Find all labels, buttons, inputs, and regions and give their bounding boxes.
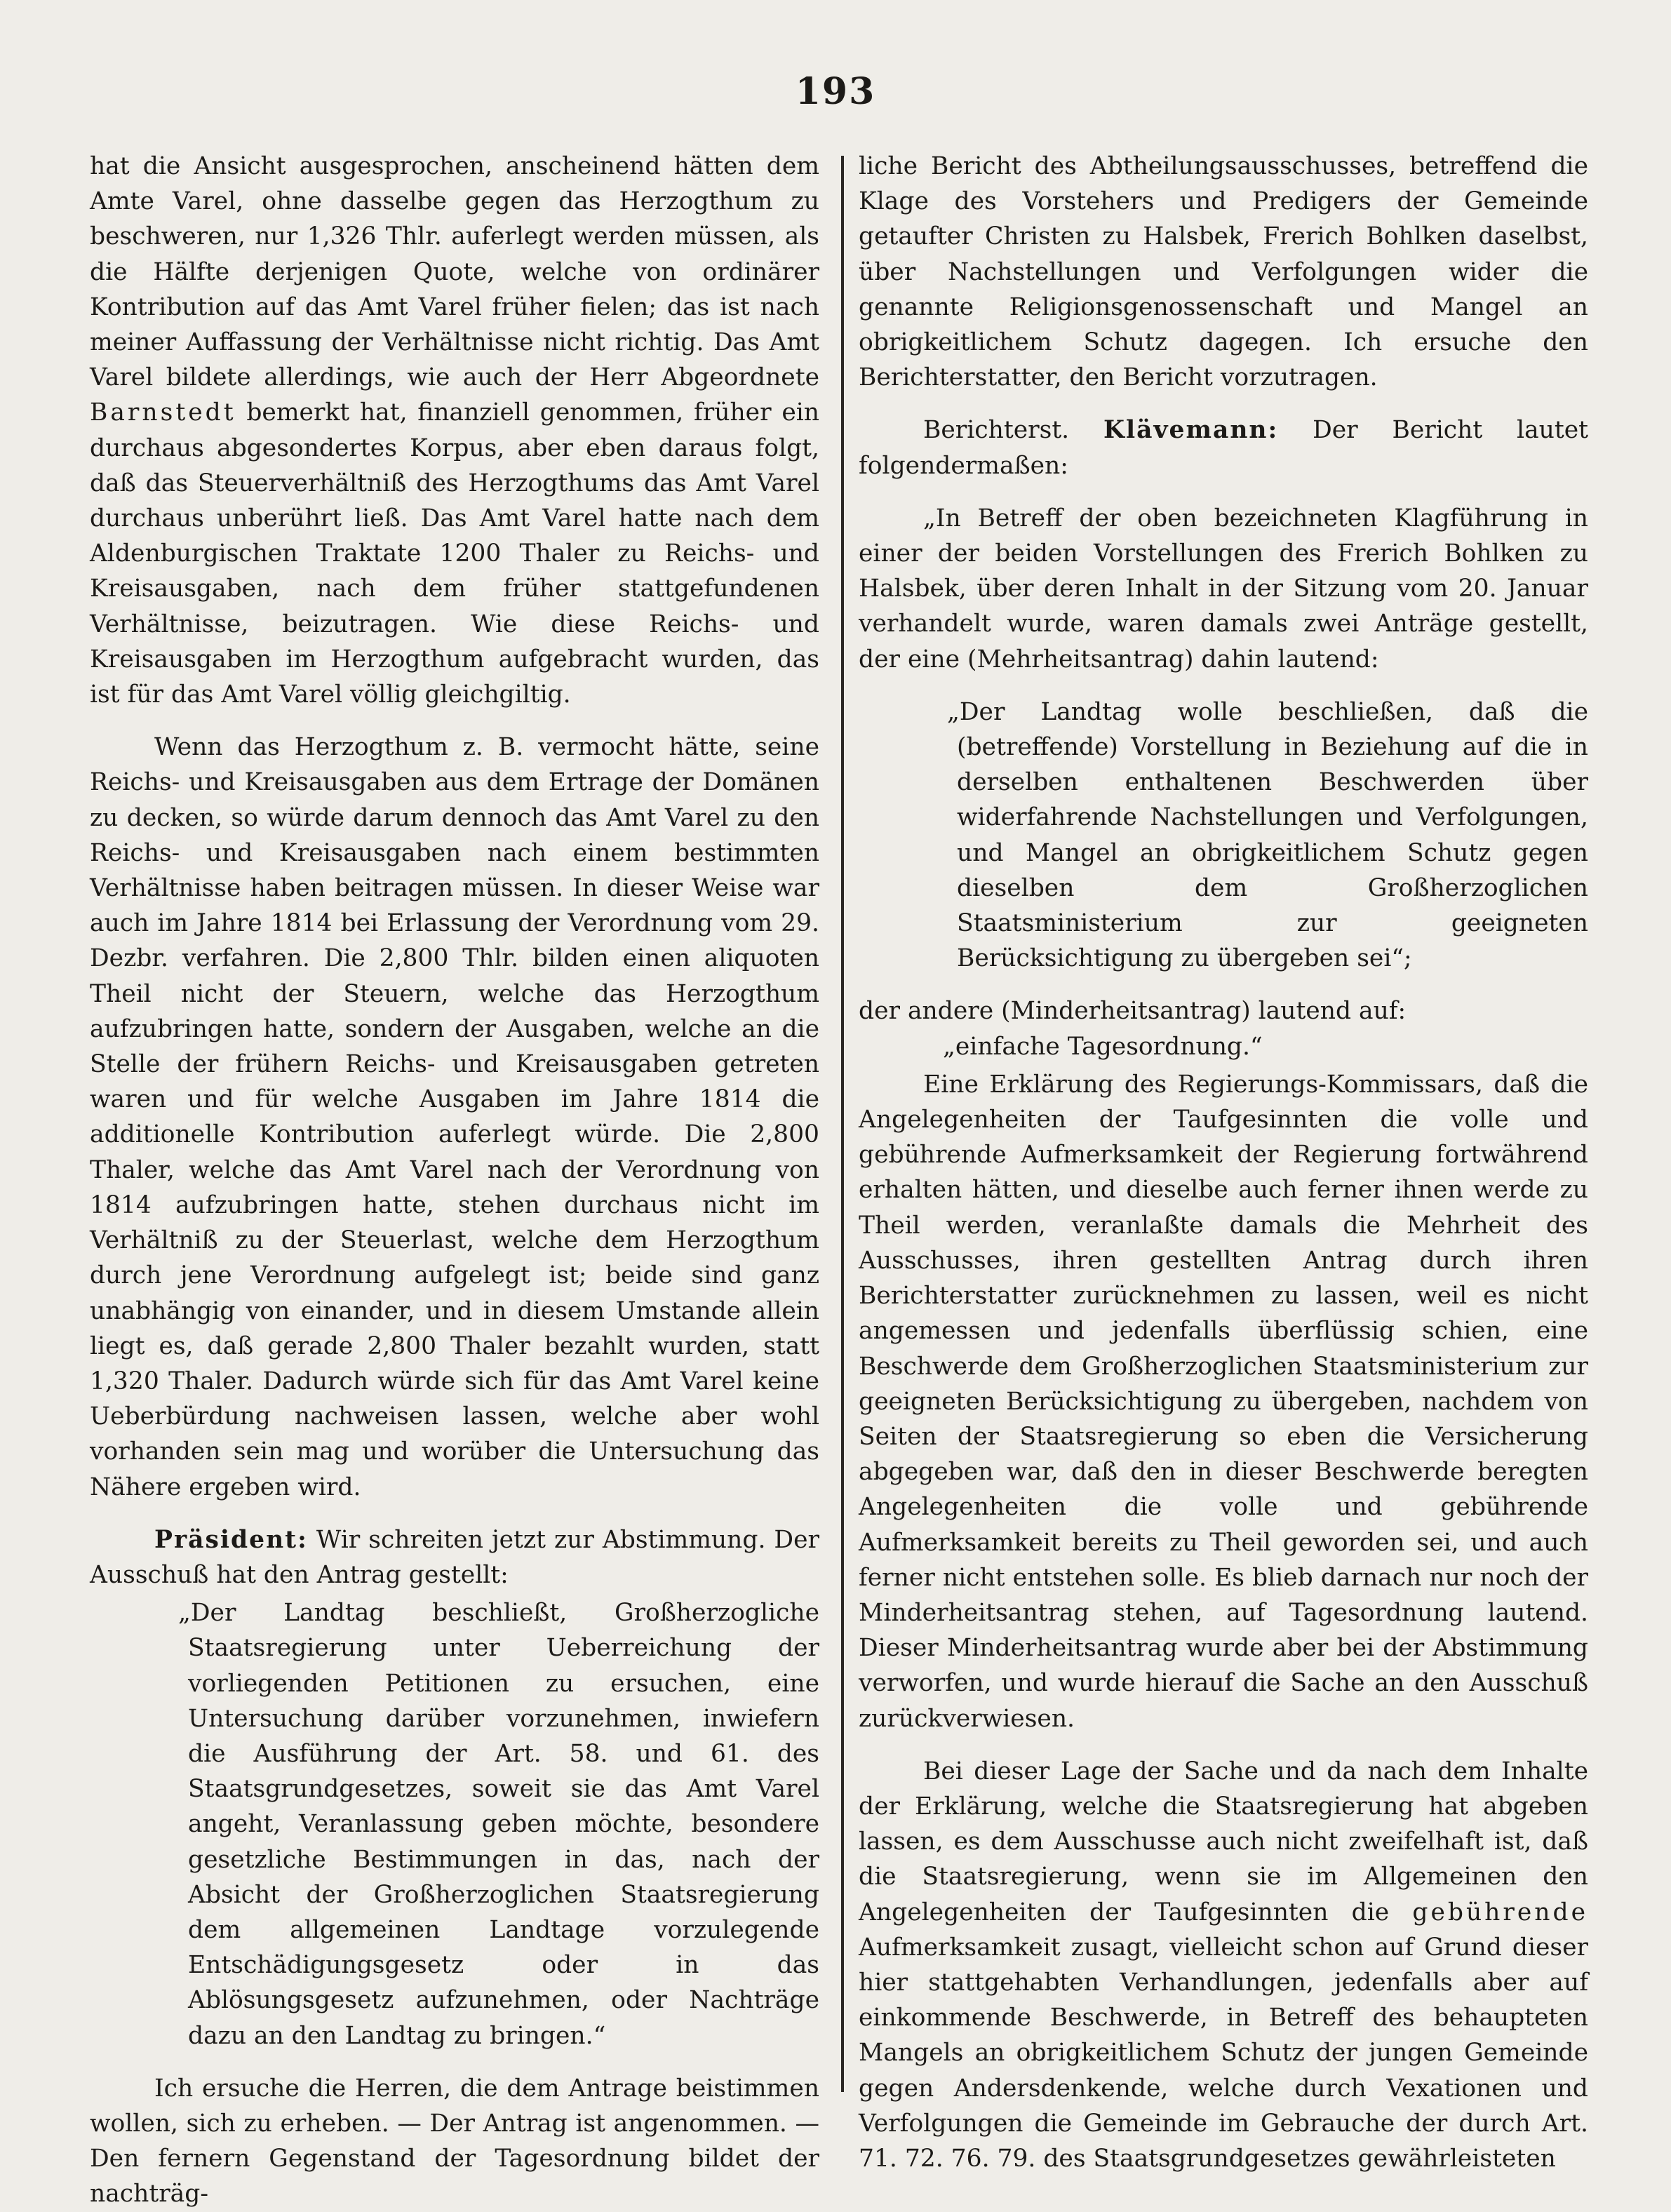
paragraph — [859, 1754, 1588, 2176]
right-column — [859, 149, 1588, 2176]
paragraph-text: der andere (Minderheitsantrag) lautend auf: — [859, 997, 1407, 1026]
paragraph-text: Der Bericht lautet folgendermaßen: — [859, 416, 1589, 480]
paragraph — [859, 993, 1588, 1064]
left-column — [90, 149, 819, 2212]
paragraph — [90, 149, 819, 712]
paragraph-text: hat die Ansicht ausgesprochen, anscheinend hätten dem Amte Varel, ohne dasselbe gegen das Herzogthum zu beschweren, nur 1,326 Thlr. auferlegt werden müssen, als die Hälfte derjenigen Quote, welche von ordinärer Kontribution auf das Amt Varel früher fielen; das ist nach meiner Auffassung der Verhältnisse nicht richtig. Das Amt Varel bildete allerdings, wie auch der Herr Abgeordnete — [90, 152, 819, 392]
speaker-name: Präsident: — [154, 1525, 308, 1554]
paragraph — [859, 413, 1588, 483]
speaker-label: Berichterst. — [923, 416, 1070, 445]
paragraph-text: bemerkt hat, finanziell genommen, früher ein durchaus abgesondertes Korpus, aber eben daraus folgt, daß das Steuerverhältniß des Herzogthums das Amt Varel durchaus unberührt ließ. Das Amt Varel hatte nach dem Aldenburgischen Traktate 1200 Thaler zu Reichs- und Kreisausgaben, nach dem früher stattgefundenen Verhältnisse, beizutragen. Wie diese Reichs- und Kreisausgaben im Herzogthum aufgebracht wurden, das ist für das Amt Varel völlig gleichgiltig. — [90, 398, 819, 709]
paragraph: „In Betreff der oben bezeichneten Klagführung in einer der beiden Vorstellungen des Frerich Bohlken zu Halsbek, über deren Inhalt in der Sitzung vom 20. Januar verhandelt wurde, waren damals zwei Anträge gestellt, der eine (Mehrheitsantrag) dahin lautend: — [859, 504, 1588, 673]
paragraph: liche Bericht des Abtheilungsausschusses, betreffend die Klage des Vorstehers und Predigers der Gemeinde getaufter Christen zu Halsbek, Frerich Bohlken daselbst, über Nachstellungen und Verfolgungen wider die genannte Religionsgenossenschaft und Mangel an obrigkeitlichem Schutz dagegen. Ich ersuche den Berichterstatter, den Bericht vorzutragen. — [859, 152, 1588, 392]
column-divider — [841, 156, 844, 2092]
paragraph: Wenn das Herzogthum z. B. vermocht hätte, seine Reichs- und Kreisausgaben aus dem Ertrage der Domänen zu decken, so würde darum dennoch das Amt Varel zu den Reichs- und Kreisausgaben nach einem bestimmten Verhältnisse haben beitragen müssen. In dieser Weise war auch im Jahre 1814 bei Erlassung der Verordnung vom 29. Dezbr. verfahren. Die 2,800 Thlr. bilden einen aliquoten Theil nicht der Steuern, welche das Herzogthum aufzubringen hatte, sondern der Ausgaben, welche an die Stelle der frühern Reichs- und Kreisausgaben getreten waren und für welche Ausgaben im Jahre 1814 die additionelle Kontribution auferlegt würde. Die 2,800 Thaler, welche das Amt Varel nach der Verordnung von 1814 aufzubringen hatte, stehen durchaus nicht im Verhältniß zu der Steuerlast, welche dem Herzogthum durch jene Verordnung aufgelegt ist; beide sind ganz unabhängig von einander, und in diesem Umstande allein liegt es, daß gerade 2,800 Thaler bezahlt wurden, statt 1,320 Thaler. Dadurch würde sich für das Amt Varel keine Ueberbürdung nachweisen lassen, welche aber wohl vorhanden sein mag und worüber die Untersuchung das Nähere ergeben wird. — [90, 733, 819, 1501]
paragraph — [90, 1522, 819, 1593]
motion-quote: „Der Landtag wolle beschließen, daß die (betreffende) Vorstellung in Beziehung auf die in derselben enthaltenen Beschwerden über widerfahrende Nachstellungen und Verfolgungen, und Mangel an obrigkeitlichem Schutz gegen dieselben dem Großherzoglichen Staatsministerium zur geeigneten Berücksichtigung zu übergeben sei“; — [947, 697, 1588, 973]
speaker-name: Klävemann: — [1103, 416, 1279, 445]
motion-quote: „Der Landtag beschließt, Großherzogliche Staatsregierung unter Ueberreichung der vorliegenden Petitionen zu ersuchen, eine Untersuchung darüber vorzunehmen, inwiefern die Ausführung der Art. 58. und 61. des Staatsgrundgesetzes, soweit sie das Amt Varel angeht, Veranlassung geben möchte, besondere gesetzliche Bestimmungen in das, nach der Absicht der Großherzoglichen Staatsregierung dem allgemeinen Landtage vorzulegende Entschädigungsgesetz oder in das Ablösungsgesetz aufzunehmen, oder Nachträge dazu an den Landtag zu bringen.“ — [178, 1599, 819, 2050]
paragraph: Eine Erklärung des Regierungs-Kommissars, daß die Angelegenheiten der Taufgesinnten die volle und gebührende Aufmerksamkeit der Regierung fortwährend erhalten hätten, und dieselbe auch ferner ihnen werde zu Theil werden, veranlaßte damals die Mehrheit des Ausschusses, ihren gestellten Antrag durch ihren Berichterstatter zurücknehmen zu lassen, weil es nicht angemessen und jedenfalls überflüssig schien, eine Beschwerde dem Großherzoglichen Staatsministerium zur geeigneten Berücksichtigung zu übergeben, nachdem von Seiten der Staatsregierung so eben die Versicherung abgegeben war, daß den in dieser Beschwerde beregten Angelegenheiten die volle und gebührende Aufmerksamkeit bereits zu Theil geworden sei, und auch ferner nicht entstehen solle. Es blieb darnach nur noch der Minderheitsantrag stehen, auf Tagesordnung lautend. Dieser Minderheitsantrag wurde aber bei der Abstimmung verworfen, und wurde hierauf die Sache an den Ausschuß zurückverwiesen. — [859, 1070, 1588, 1733]
person-name: Barnstedt — [90, 398, 236, 427]
short-quote: „einfache Tagesordnung.“ — [943, 1032, 1263, 1061]
paragraph-text: Aufmerksamkeit zusagt, vielleicht schon auf Grund dieser hier stattgehabten Verhandlungen, jedenfalls aber auf einkommende Beschwerde, in Betreff des behaupteten Mangels an obrigkeitlichem Schutz der jungen Gemeinde gegen Andersdenkende, welche durch Vexationen und Verfolgungen die Gemeinde im Gebrauche der durch Art. 71. 72. 76. 79. des Staatsgrundgesetzes gewährleisteten — [859, 1933, 1588, 2173]
emphasized-word: gebührende — [1412, 1898, 1589, 1926]
paragraph-text: Bei dieser Lage der Sache und da nach dem Inhalte der Erklärung, welche die Staatsregierung hat abgeben lassen, es dem Ausschusse auch nicht zweifelhaft ist, daß die Staatsregierung, wenn sie im Allgemeinen den Angelegenheiten der Taufgesinnten die — [859, 1757, 1588, 1926]
page-number: 193 — [795, 70, 876, 113]
paragraph: Ich ersuche die Herren, die dem Antrage beistimmen wollen, sich zu erheben. — Der Antrag ist angenommen. — Den fernern Gegenstand der Tagesordnung bildet der nachträg- — [90, 2074, 819, 2208]
paragraph-text: Wir schreiten jetzt zur Abstimmung. Der Ausschuß hat den Antrag gestellt: — [90, 1525, 819, 1589]
